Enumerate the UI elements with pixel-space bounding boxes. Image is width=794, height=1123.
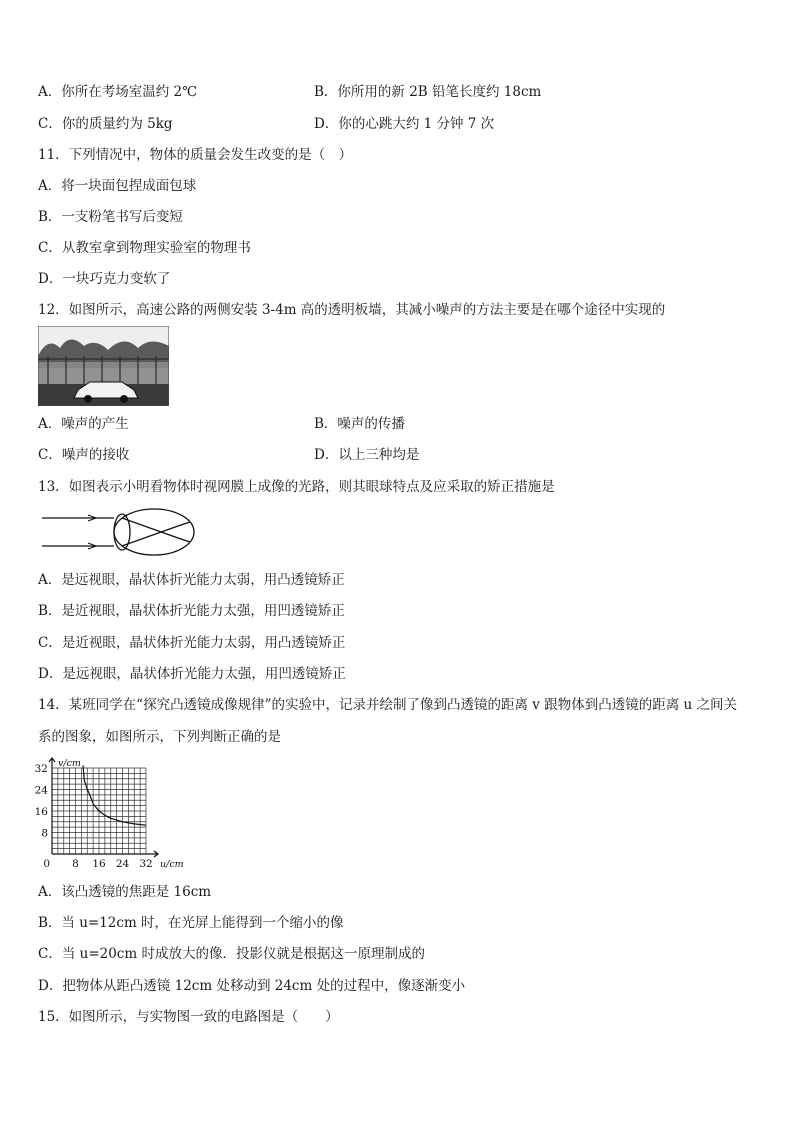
q12-option-a: A．噪声的产生 [38,416,129,432]
q14-stem-line2: 系的图象，如图所示，下列判断正确的是 [38,729,281,745]
q14-option-c: C．当 u=20cm 时成放大的像．投影仪就是根据这一原理制成的 [38,946,425,962]
q12-option-c: C．噪声的接收 [38,447,130,463]
origin-label: 0 [43,858,50,870]
x-axis-label: u/cm [160,859,184,870]
q13-stem: 13．如图表示小明看物体时视网膜上成像的光路，则其眼球特点及应采取的矫正措施是 [38,479,555,495]
q11-option-c: C．从教室拿到物理实验室的物理书 [38,240,251,256]
q13-option-a: A．是远视眼，晶状体折光能力太弱，用凸透镜矫正 [38,572,345,588]
highway-noise-barrier-photo [38,326,169,406]
q10-option-c: C．你的质量约为 5kg [38,116,173,132]
x-tick-label: 16 [92,858,106,870]
q12-option-b: B．噪声的传播 [314,416,405,432]
q13-option-c: C．是近视眼，晶状体折光能力太弱，用凸透镜矫正 [38,635,346,651]
x-tick-label: 8 [72,858,79,870]
q13-option-d: D．是远视眼，晶状体折光能力太强，用凹透镜矫正 [38,666,346,682]
q10-option-b: B．你所用的新 2B 铅笔长度约 18cm [314,84,542,100]
q12-option-d: D．以上三种均是 [314,447,420,463]
q14-option-a: A．该凸透镜的焦距是 16cm [38,884,212,900]
q11-stem: 11．下列情况中，物体的质量会发生改变的是（ ） [38,147,353,163]
y-tick-label: 8 [41,827,48,840]
y-tick-label: 24 [34,784,48,797]
q14-option-b: B．当 u=12cm 时，在光屏上能得到一个缩小的像 [38,915,344,931]
q11-option-d: D．一块巧克力变软了 [38,271,171,287]
x-tick-label: 32 [139,858,153,870]
q11-option-b: B．一支粉笔书写后变短 [38,209,183,225]
y-tick-label: 32 [34,763,48,775]
q10-option-d: D．你的心跳大约 1 分钟 7 次 [314,116,495,132]
q14-stem-line1: 14．某班同学在“探究凸透镜成像规律”的实验中，记录并绘制了像到凸透镜的距离 v 跟物体到凸透镜的距离 u 之间关 [38,697,737,713]
x-tick-label: 24 [115,858,130,870]
eye-light-path-diagram [40,506,210,562]
q10-option-a: A．你所在考场室温约 2℃ [38,84,198,100]
q13-option-b: B．是近视眼，晶状体折光能力太强，用凹透镜矫正 [38,603,345,619]
q11-option-a: A．将一块面包捏成面包球 [38,178,197,194]
q12-stem: 12．如图所示，高速公路的两侧安装 3-4m 高的透明板墙，其减小噪声的方法主要是在哪个途径中实现的 [38,302,666,318]
uv-graph [30,754,190,876]
q15-stem: 15．如图所示，与实物图一致的电路图是（ ） [38,1009,339,1025]
q14-option-d: D．把物体从距凸透镜 12cm 处移动到 24cm 处的过程中，像逐渐变小 [38,978,466,994]
y-tick-label: 16 [34,806,48,818]
y-axis-label: v/cm [58,758,81,769]
